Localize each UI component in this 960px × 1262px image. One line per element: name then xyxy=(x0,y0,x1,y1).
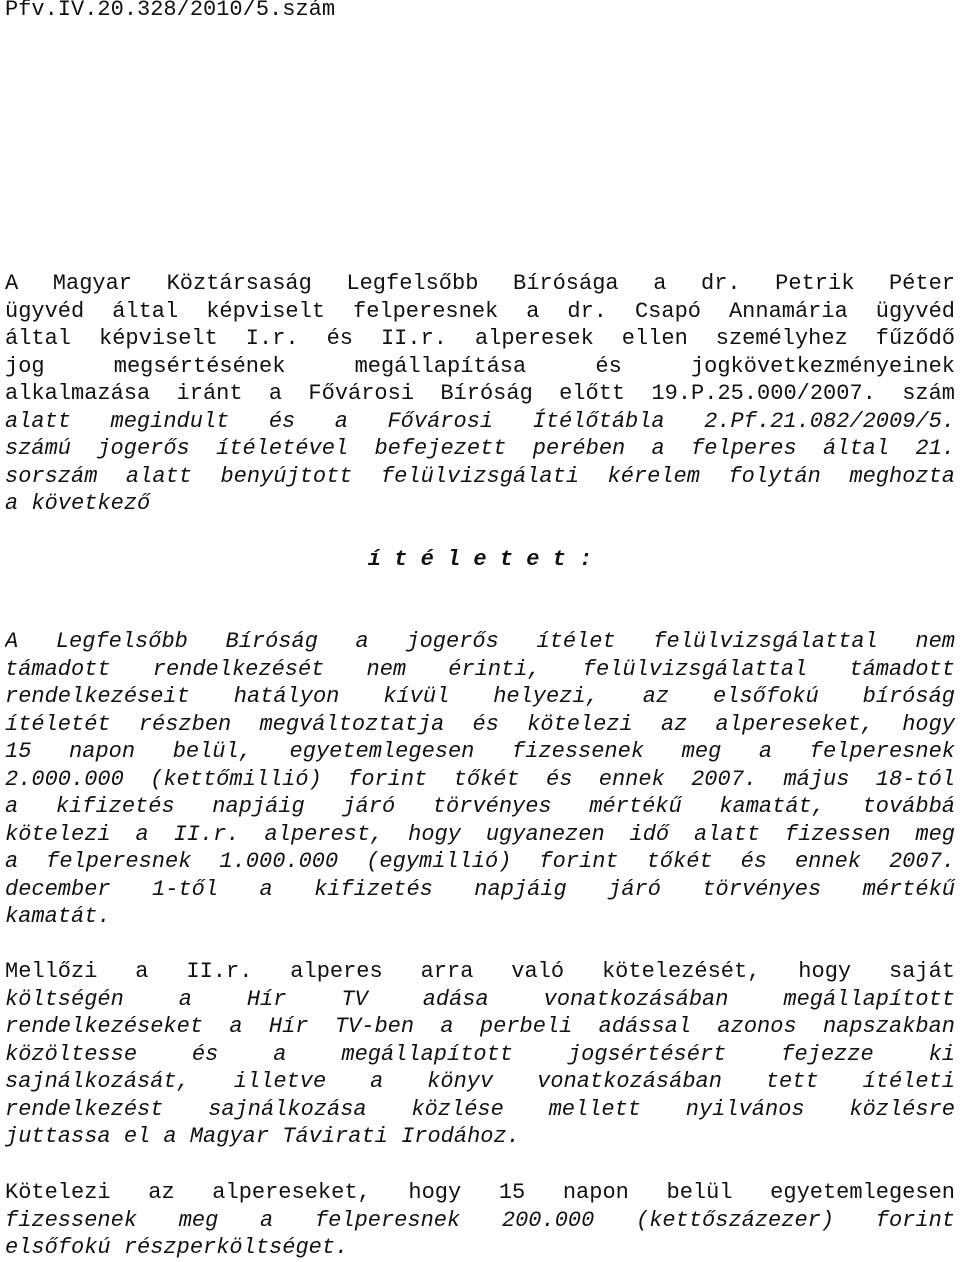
paragraph-line: Mellőzi a II.r. alperes arra való kötelezését, hogy saját xyxy=(5,959,955,984)
paragraph-line: A Legfelsőbb Bíróság a jogerős ítélet felülvizsgálattal nem xyxy=(5,629,955,654)
intro-line: számú jogerős ítéletével befejezett perében a felperes által 21. xyxy=(5,436,955,461)
paragraph-line: juttassa el a Magyar Távirati Irodához. xyxy=(5,1124,520,1149)
paragraph-line: rendelkezéseket a Hír TV-ben a perbeli adással azonos napszakban xyxy=(5,1014,955,1039)
paragraph-line: december 1-től a kifizetés napjáig járó törvényes mértékű xyxy=(5,876,955,902)
paragraph-line: Kötelezi az alpereseket, hogy 15 napon belül egyetemlegesen xyxy=(5,1180,955,1205)
paragraph-line: kötelezi a II.r. alperest, hogy ugyanezen idő alatt fizessen meg xyxy=(5,821,955,847)
intro-line: sorszám alatt benyújtott felülvizsgálati kérelem folytán meghozta xyxy=(5,463,955,489)
paragraph-line: elsőfokú részperköltséget. xyxy=(5,1235,349,1260)
intro-line: alatt megindult és a Fővárosi Ítélőtábla 2.Pf.21.082/2009/5. xyxy=(5,408,955,434)
operative-paragraph-3 xyxy=(5,1179,955,1262)
paragraph-line: rendelkezéseit hatályon kívül helyezi, az elsőfokú bíróság xyxy=(5,684,955,709)
case-number: Pfv.IV.20.328/2010/5.szám xyxy=(5,0,336,22)
verdict-heading: í t é l e t e t : xyxy=(367,547,593,572)
intro-line: alkalmazása iránt a Fővárosi Bíróság előtt 19.P.25.000/2007. szám xyxy=(5,381,955,406)
paragraph-line: kamatát. xyxy=(5,904,111,929)
paragraph-line: 2.000.000 (kettőmillió) forint tőkét és ennek 2007. május 18-tól xyxy=(5,766,955,792)
intro-line: ügyvéd által képviselt felperesnek a dr. Csapó Annamária ügyvéd xyxy=(5,298,955,324)
paragraph-line: közöltesse és a megállapított jogsértésért fejezze ki xyxy=(5,1041,955,1067)
paragraph-line: fizessenek meg a felperesnek 200.000 (kettőszázezer) forint xyxy=(5,1207,955,1233)
paragraph-line: rendelkezést sajnálkozása közlése mellett nyilvános közlésre xyxy=(5,1096,955,1122)
paragraph-line: a kifizetés napjáig járó törvényes mértékű kamatát, továbbá xyxy=(5,794,955,819)
intro-line: A Magyar Köztársaság Legfelsőbb Bírósága a dr. Petrik Péter xyxy=(5,271,955,296)
paragraph-line: ítéletét részben megváltoztatja és kötelezi az alpereseket, hogy xyxy=(5,711,955,737)
intro-line: jog megsértésének megállapítása és jogkövetkezményeinek xyxy=(5,353,955,379)
operative-paragraph-1 xyxy=(5,628,955,931)
paragraph-line: sajnálkozását, illetve a könyv vonatkozásában tett ítéleti xyxy=(5,1069,955,1094)
paragraph-line: 15 napon belül, egyetemlegesen fizessenek meg a felperesnek xyxy=(5,739,955,764)
intro-line: által képviselt I.r. és II.r. alperesek ellen személyhez fűződő xyxy=(5,326,955,351)
intro-line: a következő xyxy=(5,491,151,516)
operative-paragraph-2 xyxy=(5,958,955,1151)
paragraph-line: a felperesnek 1.000.000 (egymillió) forint tőkét és ennek 2007. xyxy=(5,849,955,874)
paragraph-line: támadott rendelkezését nem érinti, felülvizsgálattal támadott xyxy=(5,656,955,682)
paragraph-line: költségén a Hír TV adása vonatkozásában megállapított xyxy=(5,986,955,1012)
intro-paragraph xyxy=(5,270,955,518)
